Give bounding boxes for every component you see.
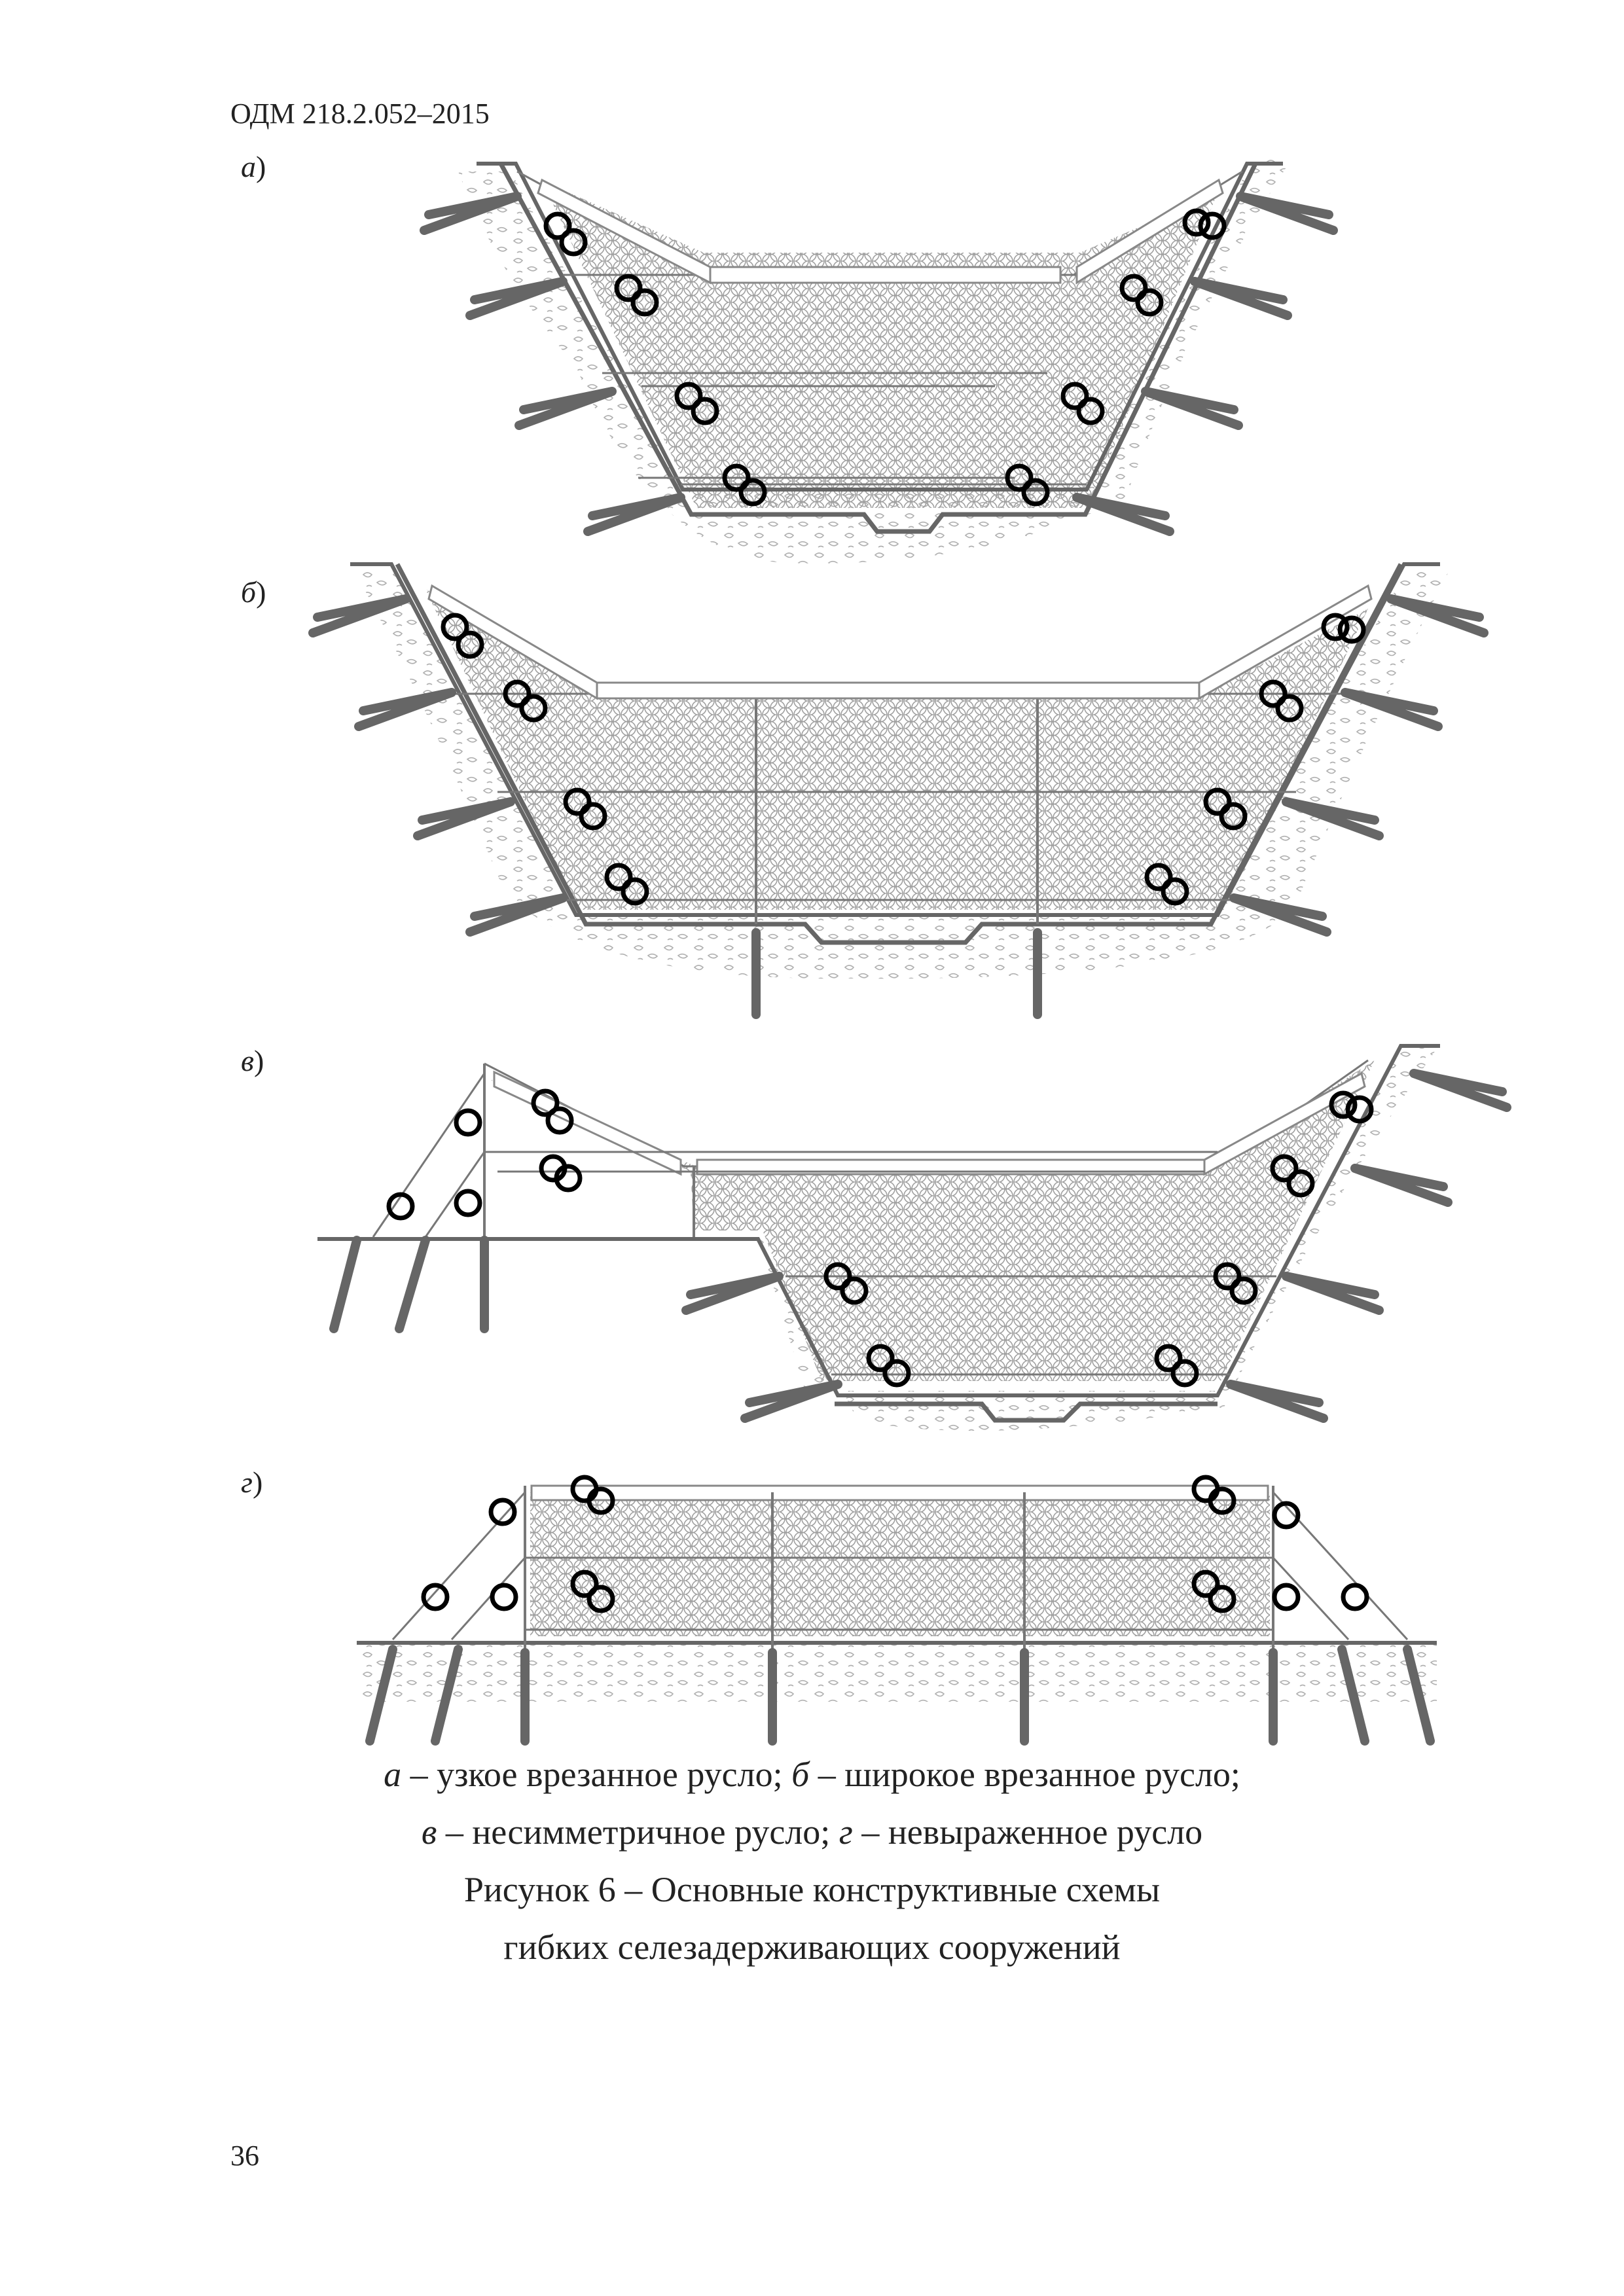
scheme-g-mesh-fill bbox=[530, 1492, 1270, 1636]
scheme-b-mesh-fill bbox=[425, 589, 1368, 910]
legend-line-2: в – несимметричное русло; г – невыраженное русло bbox=[421, 1812, 1203, 1852]
scheme-b-wide-incised-channel bbox=[313, 564, 1484, 1014]
scheme-a-narrow-incised-channel bbox=[424, 157, 1333, 564]
panel-label-b: б) bbox=[241, 575, 266, 609]
figure-title-line-2: гибких селезадерживающих сооружений bbox=[503, 1928, 1121, 1967]
document-code-header: ОДМ 218.2.052–2015 bbox=[230, 98, 490, 130]
panel-label-a: а) bbox=[241, 150, 266, 183]
page-number: 36 bbox=[230, 2140, 259, 2172]
scheme-g-undefined-channel bbox=[357, 1477, 1437, 1741]
legend-line-1: а – узкое врезанное русло; б – широкое врезанное русло; bbox=[384, 1755, 1240, 1794]
figure-title: Рисунок 6 – Основные конструктивные схемы bbox=[463, 1870, 1161, 1909]
scheme-v-asymmetric-channel bbox=[317, 1044, 1507, 1431]
panel-label-v: в) bbox=[241, 1044, 264, 1077]
panel-label-g: г) bbox=[241, 1465, 263, 1499]
scheme-v-mesh-fill bbox=[491, 1060, 1375, 1381]
